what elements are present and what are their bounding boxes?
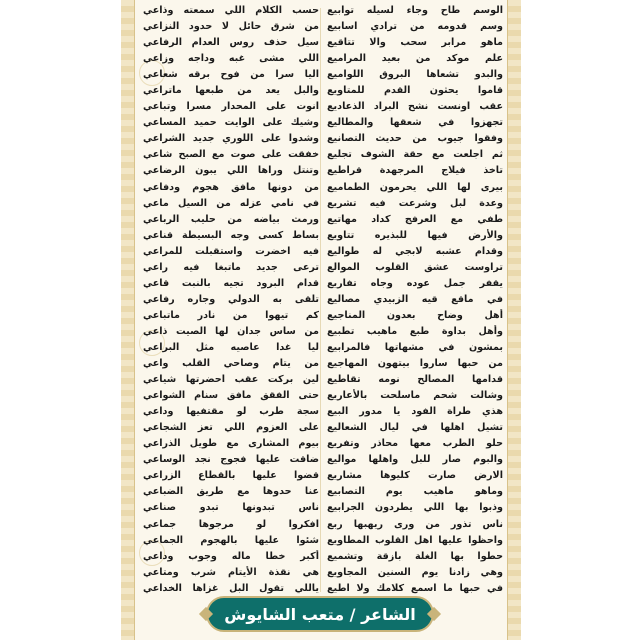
verse-line: واحظوا عليها اهل القلوب المطاويع xyxy=(327,534,503,546)
verse-line: عقب اونست نشح البراد الذعاديع xyxy=(327,101,503,113)
verse-line: وماهو ماهيب يوم التصابيع xyxy=(327,486,503,498)
verse-line: ورمث بياضه من حليب الرباعي xyxy=(143,213,319,225)
verse-line: قدام البرود تجيه بالنبت قاعي xyxy=(143,277,319,289)
poet-credit-banner xyxy=(206,596,434,632)
verse-line: أهل وضاح بعدون المناجيع xyxy=(327,309,503,321)
verse-line: خفقت على صوت مع الصبح شاعي xyxy=(143,149,319,161)
verse-line: افكروا لو مرجوها جماعي xyxy=(143,518,319,530)
verse-line: من دونها مافق هجوم ودفاعي xyxy=(143,181,319,193)
verse-line: هذي طراة الفود يا مدور البيع xyxy=(327,406,503,418)
verse-line: والبل يعد من طبعها ماتراعي xyxy=(143,85,319,97)
verse-line: والأرض فيها للبذيره تتاويع xyxy=(327,229,503,241)
verse-line: لين بركت عقب احضرتها شياعي xyxy=(143,374,319,386)
verse-line: اللي مشى غبه وداجه وزاعي xyxy=(143,53,319,65)
verse-line: من يتام وصاحي القلب واعي xyxy=(143,358,319,370)
verse-line: بساط كسى وجه البسيطة قناعي xyxy=(143,229,319,241)
verse-line: ليا غدا عاصيه مثل البراعي xyxy=(143,341,319,353)
verse-line: انوت على المحدار مسرا وتباعي xyxy=(143,101,319,113)
poet-credit-text: الشاعر / متعب الشايوش xyxy=(224,604,416,624)
verse-line: وقدام عشبه لابجي له طواليع xyxy=(327,245,503,257)
verse-line: وفقوا جيوب من حديث التصانيع xyxy=(327,133,503,145)
verse-line: والبدو تشعاها البروق اللواميع xyxy=(327,69,503,81)
verse-line: اليا سرا من فوح برقه شعاعي xyxy=(143,69,319,81)
verse-line: شئوا عليها بالهجوم الجماعي xyxy=(143,534,319,546)
verse-line: وسم قدومه من ترادي اسابيع xyxy=(327,21,503,33)
verse-line: تراوست عشق القلوب الموالع xyxy=(327,261,503,273)
verse-line: حلو الطرب معها محاذر وتفريع xyxy=(327,438,503,450)
verse-line: الارض صارت كليوها مشاريع xyxy=(327,470,503,482)
verse-line: حتى الفقق مافق سنام الشواعي xyxy=(143,390,319,402)
verse-line: ثم اجلعت مع حقة الشوف تجليع xyxy=(327,149,503,161)
verse-line: ماهو مرابر سحب والا تتاقيع xyxy=(327,37,503,49)
verse-line: من شرق حائل لا حدود النزاعي xyxy=(143,21,319,33)
verse-line: في نامي عزله من السيل ماعي xyxy=(143,197,319,209)
verse-line: قضوا عليها بالقطاع الزراعي xyxy=(143,470,319,482)
verse-line: ناس تبدونها تبدو صناعي xyxy=(143,502,319,514)
verse-line: وشالت شحم ماسلحت بالأعاريع xyxy=(327,390,503,402)
verse-line: علم موكد من بعيد المراميع xyxy=(327,53,503,65)
verse-line: حسب الكلام اللي سمعته وذاعي xyxy=(143,5,319,16)
verse-line: وشيك على الوايت حميد المساعي xyxy=(143,117,319,129)
verse-line: تلقى به الدولي وجاره رفاعي xyxy=(143,293,319,305)
verse-line: ترعى جديد ماتبغا فيه راعي xyxy=(143,261,319,273)
verse-line: وعدة لبل وشرعت فيه تشريع xyxy=(327,197,503,209)
verse-line: فيه اخضرت واستقبلت للمراعي xyxy=(143,245,319,257)
verse-line: وتنتل وراها اللي يبون الرضاعي xyxy=(143,165,319,177)
verse-line: بمشون في مشهاتها فالمرابيع xyxy=(327,341,503,353)
verse-line: قدامها المصالح نومه تقاطيع xyxy=(327,374,503,386)
verse-line: طفي مع العرفج كداد مهاتيع xyxy=(327,213,503,225)
verse-line: في ماقع قيه الزبيدي مصاليع xyxy=(327,293,503,305)
verse-line: وذبوا بها اللي يطردون الجرابيع xyxy=(327,502,503,514)
verse-line: تشيل اهلها في ليال الشعاليع xyxy=(327,422,503,434)
verse-line: حطوا بها الغلة بازقة وتشميع xyxy=(327,550,503,562)
verse-line: كم تيهوا من نادر ماتباعي xyxy=(143,309,319,321)
verse-line: بيوم المشارى مع طويل الذراعي xyxy=(143,438,319,450)
verse-line: من حبها ساروا بيتهون المهاجيع xyxy=(327,358,503,370)
decorative-border-right xyxy=(507,0,521,640)
poem-card xyxy=(121,0,521,640)
verse-line: يقفر جمل عوده وجاه تفاريع xyxy=(327,277,503,289)
verse-line: والبوم صار للبل واهلها مواليع xyxy=(327,454,503,466)
verse-line: على العزوم اللي تعز الشجاعي xyxy=(143,422,319,434)
verse-line: عنا حدوها مع طريق الضباعي xyxy=(143,486,319,498)
verse-line: ضاقت عليها فجوج نجد الوساعي xyxy=(143,454,319,466)
verse-line: ناس تذور من ورى ريهبها ربع xyxy=(327,518,503,530)
verse-line: في حبها ما اسمع كلامك ولا اطيع xyxy=(327,582,503,594)
verse-line: قاموا يحثون القدم للمتاويع xyxy=(327,85,503,97)
verse-line: بيرى لها اللي يحرمون الطماميع xyxy=(327,181,503,193)
poem-column-right xyxy=(327,4,503,596)
verse-line: وشدوا على اللوري جديد الشراعي xyxy=(143,133,319,145)
verse-line: هي نقذة الأيتام شرب ومتاعي xyxy=(143,566,319,578)
verse-line: الوسم طاح وجاء لسيله توابيع xyxy=(327,5,503,16)
verse-line: وهي زادنا يوم السنين المجاويع xyxy=(327,566,503,578)
verse-line: سجة طرب لو مقتفيها وداعي xyxy=(143,406,319,418)
poem-body xyxy=(143,4,503,596)
verse-line: وأهل بداوة طبع ماهيب تطبيع xyxy=(327,325,503,337)
verse-line: من ساس جدان لها الصيت ذاعي xyxy=(143,325,319,337)
verse-line: سيل حذف روس العدام الرفاعي xyxy=(143,37,319,49)
poem-column-left xyxy=(143,4,319,596)
decorative-border-left xyxy=(121,0,135,640)
verse-line: تاخذ فيلاج المرجهدة قراطيع xyxy=(327,165,503,177)
verse-line: تجهزوا في شعقها والمطاليع xyxy=(327,117,503,129)
verse-line: ياللي تقول البل غزاها الخداعي xyxy=(143,582,319,594)
verse-line: أكبر خطا ماله وجوب وداعي xyxy=(143,550,319,562)
